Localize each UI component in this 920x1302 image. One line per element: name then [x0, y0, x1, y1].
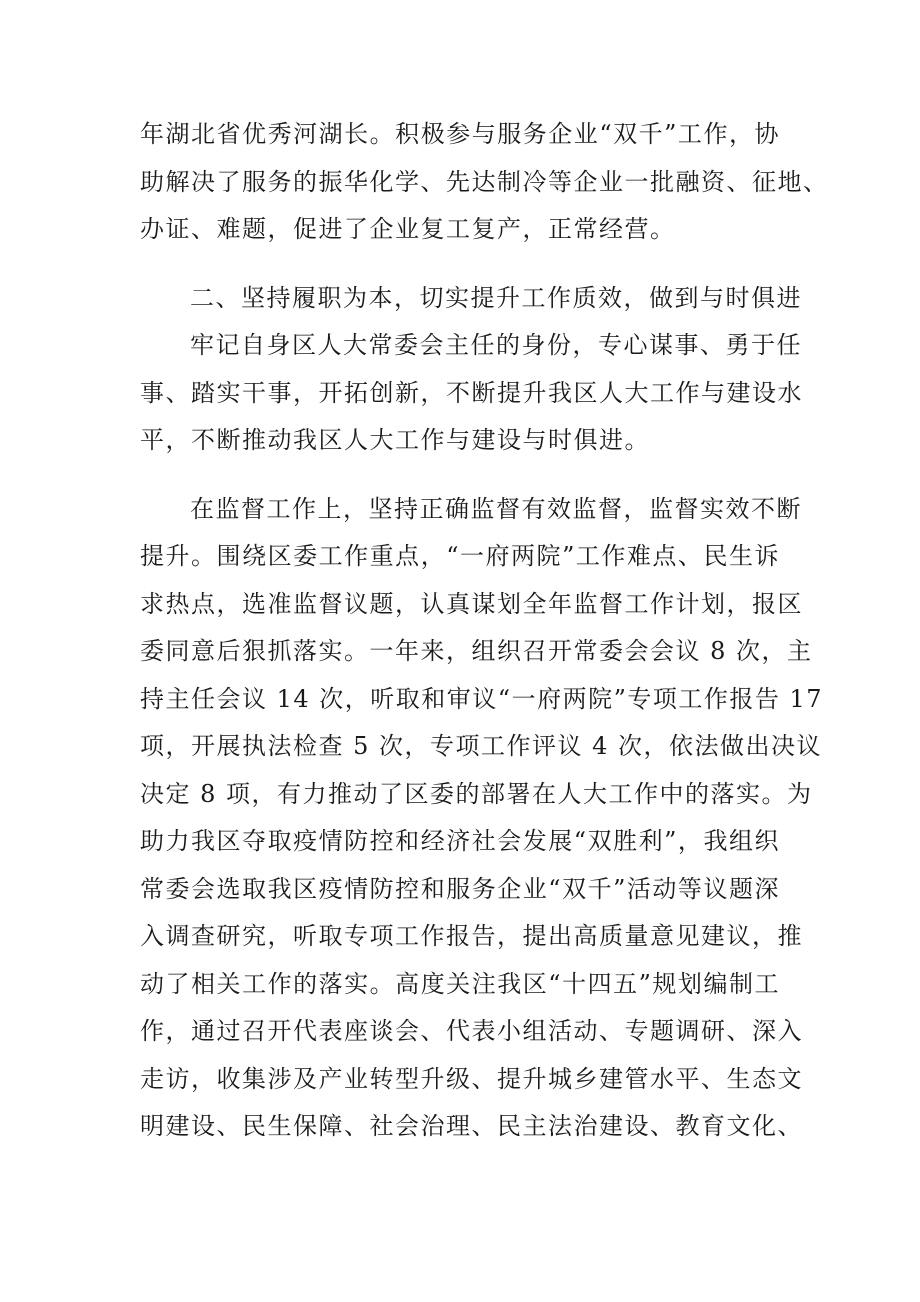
- intro-paragraph: [140, 322, 803, 465]
- paragraph-line: 委同意后狠抓落实。一年来，组织召开常委会会议 8 次，主: [140, 637, 813, 665]
- paragraph-line: 办证、难题，促进了企业复工复产，正常经营。: [140, 215, 676, 243]
- paragraph-line: 在监督工作上，坚持正确监督有效监督，监督实效不断: [190, 494, 802, 523]
- paragraph-line: 走访，收集涉及产业转型升级、提升城乡建管水平、生态文: [140, 1064, 803, 1093]
- paragraph-line: 助力我区夺取疫情防控和经济社会发展“双胜利”，我组织: [140, 827, 780, 855]
- paragraph-line: 持主任会议 14 次，听取和审议“一府两院”专项工作报告 17: [140, 684, 824, 713]
- paragraph-line: 动了相关工作的落实。高度关注我区“十四五”规划编制工: [140, 969, 780, 998]
- paragraph-line: 明建设、民生保障、社会治理、民主法治建设、教育文化、: [140, 1112, 803, 1140]
- document-body: [140, 111, 829, 1151]
- paragraph-line: 决定 8 项，有力推动了区委的部署在人大工作中的落实。为: [140, 779, 813, 808]
- paragraph-line: 入调查研究，听取专项工作报告，提出高质量意见建议，推: [140, 922, 803, 950]
- paragraph-line: 常委会选取我区疫情防控和服务企业“双千”活动等议题深: [140, 874, 780, 903]
- paragraph-line: 助解决了服务的振华化学、先达制冷等企业一批融资、征地、: [140, 167, 829, 196]
- paragraph-line: 年湖北省优秀河湖长。积极参与服务企业“双千”工作，协: [140, 120, 780, 148]
- paragraph-line: 事、踏实干事，开拓创新，不断提升我区人大工作与建设水: [140, 378, 803, 407]
- continuation-paragraph: [140, 111, 829, 254]
- section-heading-text: 二、坚持履职为本，切实提升工作质效，做到与时俱进: [190, 283, 802, 312]
- supervision-paragraph: [140, 486, 824, 1151]
- paragraph-line: 项，开展执法检查 5 次，专项工作评议 4 次，依法做出决议: [140, 732, 823, 760]
- paragraph-line: 平，不断推动我区人大工作与建设与时俱进。: [140, 426, 650, 454]
- paragraph-line: 求热点，选准监督议题，认真谋划全年监督工作计划，报区: [140, 589, 803, 618]
- section-heading: [140, 275, 802, 323]
- paragraph-line: 牢记自身区人大常委会主任的身份，专心谋事、勇于任: [190, 331, 802, 359]
- paragraph-line: 作，通过召开代表座谈会、代表小组活动、专题调研、深入: [140, 1017, 803, 1045]
- paragraph-line: 提升。围绕区委工作重点，“一府两院”工作难点、民生诉: [140, 542, 780, 570]
